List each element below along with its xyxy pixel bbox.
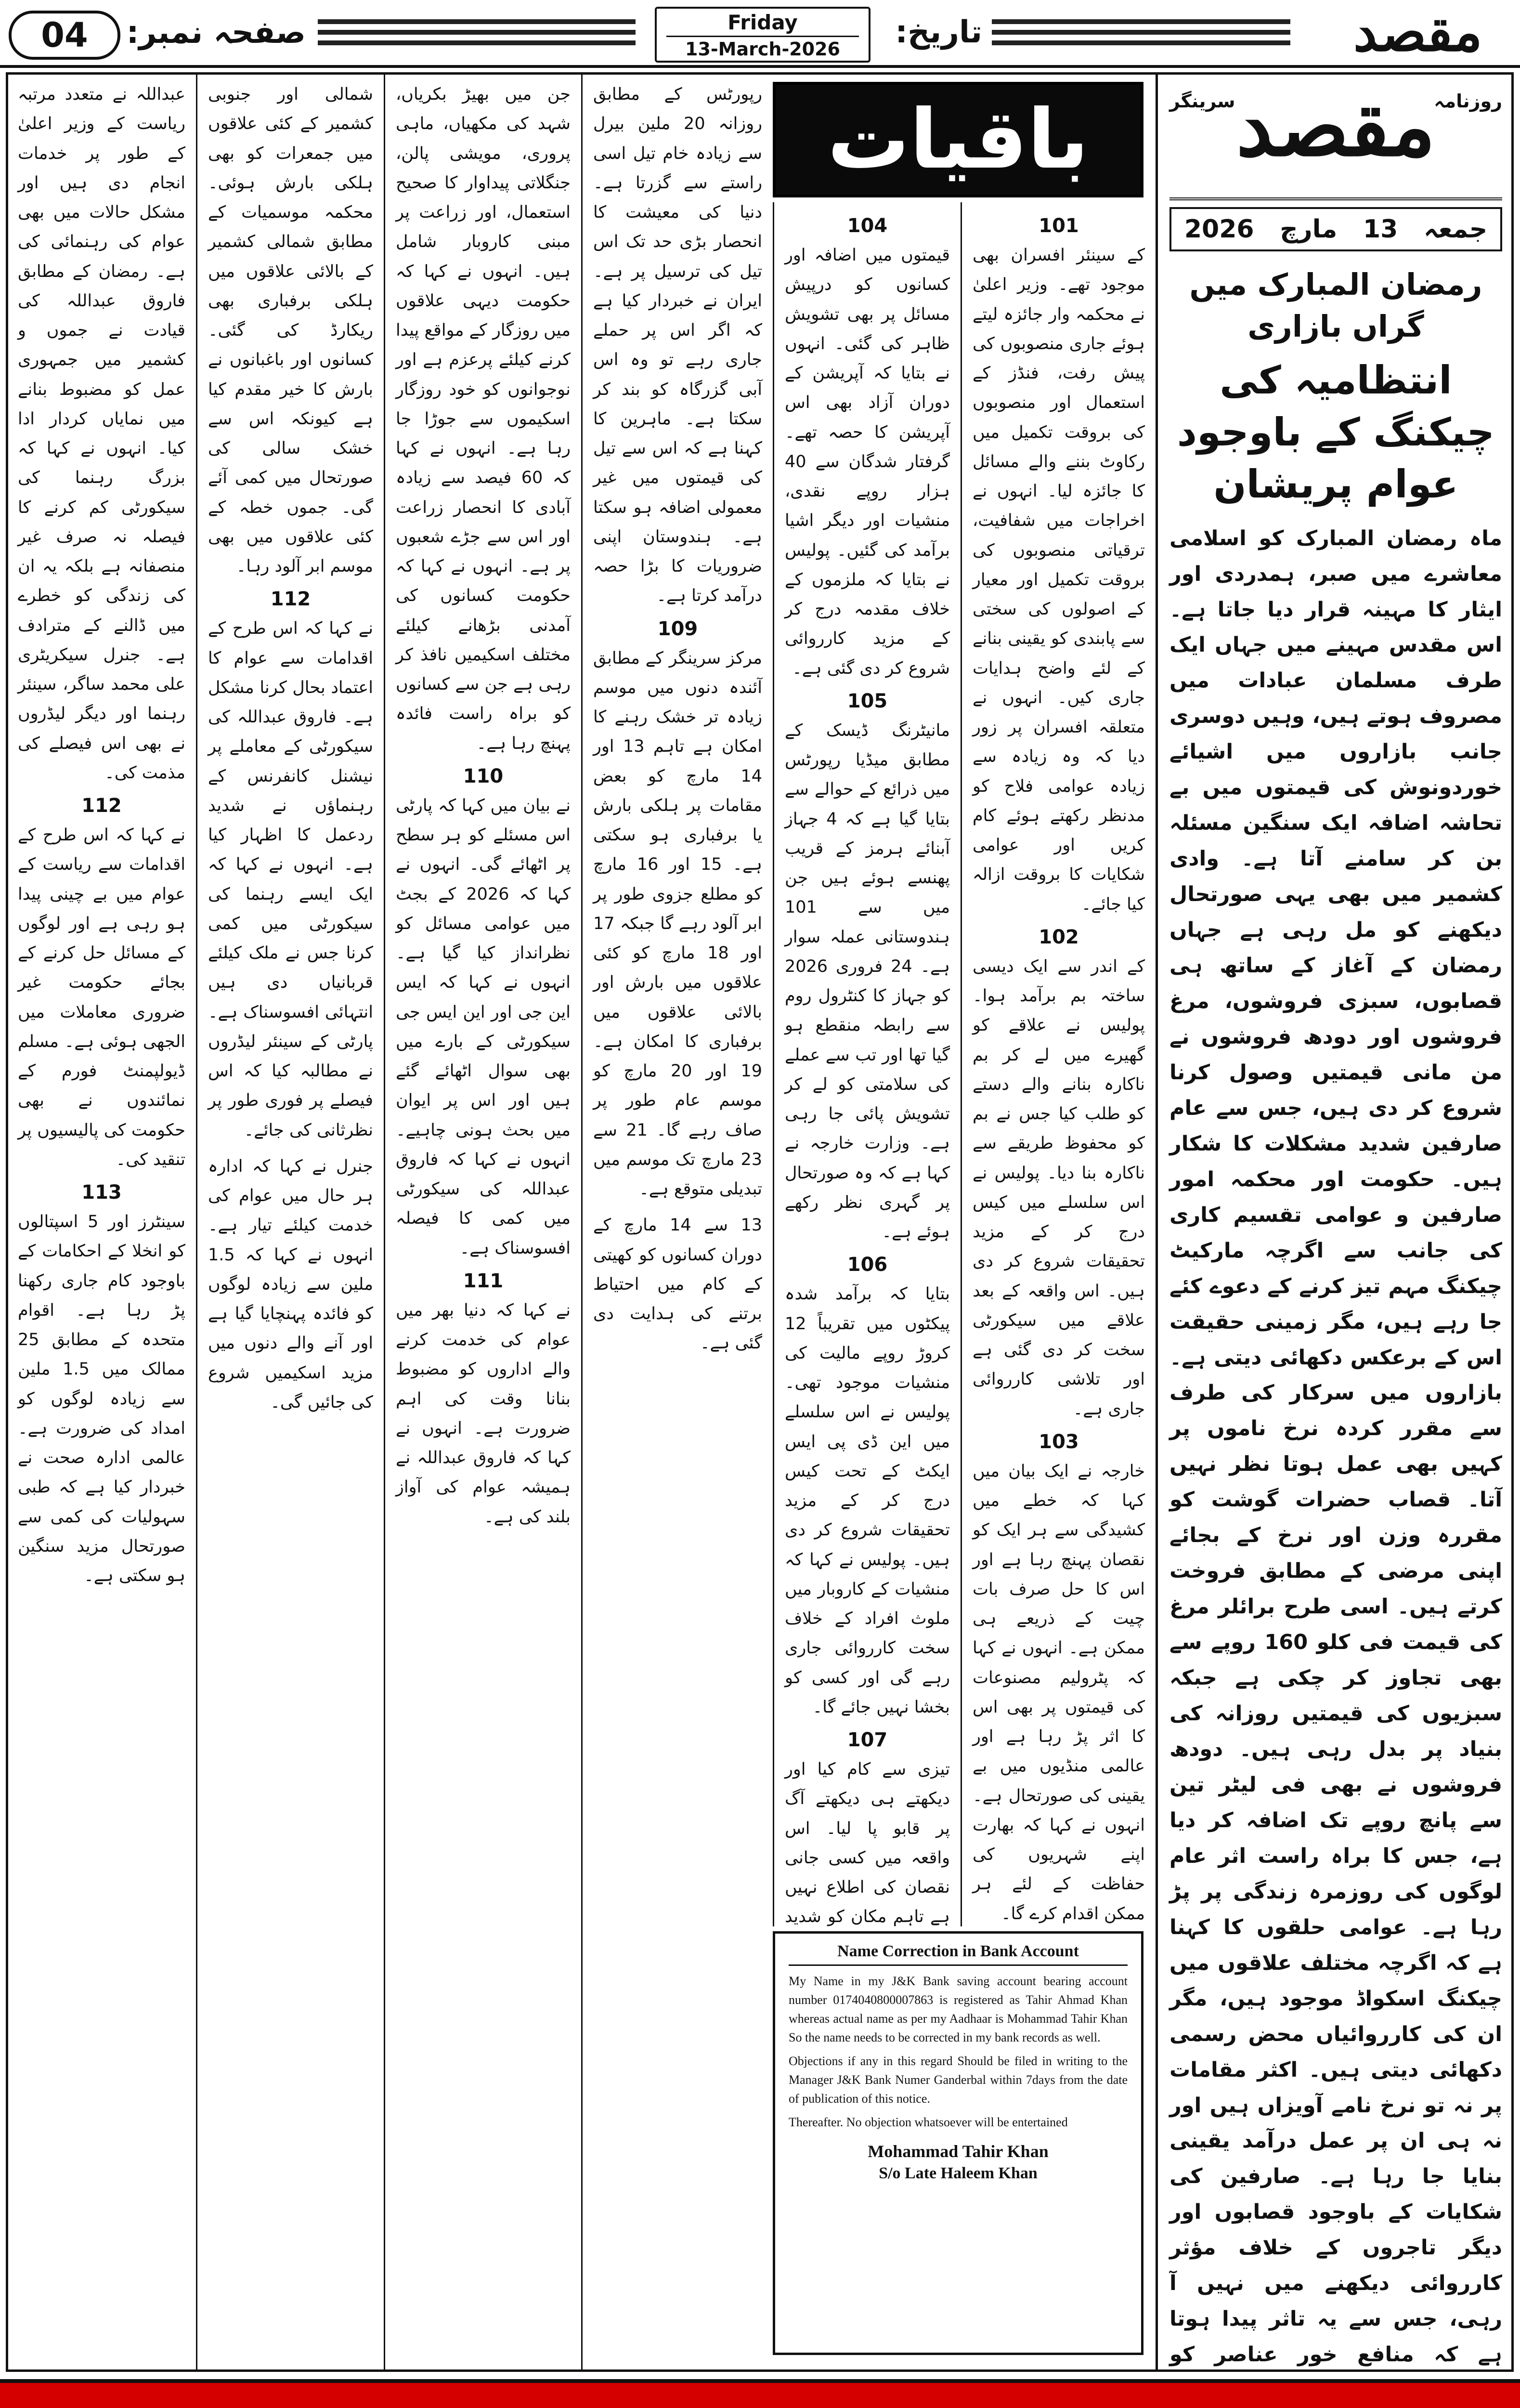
- editorial-column: [1156, 72, 1514, 2372]
- column-paragraph: جنرل نے کہا کہ ادارہ ہر حال میں عوام کی خدمت کیلئے تیار ہے۔ انہوں نے کہا کہ 1.5 ملین سے زیادہ لوگوں کو فائدہ پہنچایا گیا ہے اور آنے والے دنوں میں مزید اسکیمیں شروع کی جائیں گی۔: [208, 1156, 373, 1412]
- column-paragraph: مرکز سرینگر کے مطابق آئندہ دنوں میں موسم زیادہ تر خشک رہنے کا امکان ہے تاہم 13 اور 14 مارچ کو بعض مقامات پر ہلکی بارش یا برفباری ہو سکتی ہے۔ 15 اور 16 مارچ کو مطلع جزوی طور پر ابر آلود رہے گا جبکہ 17 اور 18 مارچ کو کئی علاقوں میں بارش اور بالائی علاقوں میں برفباری کا امکان ہے۔ 19 اور 20 مارچ کو موسم عام طور پر صاف رہے گا۔ 21 سے 23 مارچ تک موسم میں تبدیلی متوقع ہے۔: [593, 648, 762, 1199]
- section-number: 102: [1039, 926, 1079, 948]
- column-paragraph: سینٹرز اور 5 اسپتالوں کو انخلا کے احکامات کے باوجود کام جاری رکھنا پڑ رہا ہے۔ اقوام متحدہ کے مطابق 25 ممالک میں 1.5 ملین سے زیادہ لوگوں کو امداد کی ضرورت ہے۔ عالمی ادارہ صحت نے خبردار کیا ہے کہ طبی سہولیات کی کمی سے صورتحال مزید سنگین ہو سکتی ہے۔: [18, 1212, 186, 1585]
- editorial-body: ماہ رمضان المبارک کو اسلامی معاشرے میں صبر، ہمدردی اور ایثار کا مہینہ قرار دیا جاتا ہے۔ اس مقدس مہینے میں جہاں ایک طرف مسلمان عبادات میں مصروف ہوتے ہیں، وہیں دوسری جانب بازاروں میں اشیائے خوردونوش کی قیمتوں میں بے تحاشہ اضافہ ایک سنگین مسئلہ بن کر سامنے آتا ہے۔ وادی کشمیر میں بھی یہی صورتحال دیکھنے کو مل رہی ہے جہاں رمضان کے آغاز کے ساتھ ہی قصابوں، سبزی فروشوں، مرغ فروشوں اور دودھ فروشوں نے من مانی قیمتیں وصول کرنا شروع کر دی ہیں، جس سے عام صارفین شدید مشکلات کا شکار ہیں۔ حکومت اور محکمہ امور صارفین و عوامی تقسیم کاری کی جانب سے اگرچہ مارکیٹ چیکنگ مہم تیز کرنے کے دعوے کئے جا رہے ہیں، مگر زمینی حقیقت اس کے برعکس دکھائی دیتی ہے۔ بازاروں میں سرکار کی طرف سے مقرر کردہ نرخ ناموں پر کہیں بھی عمل ہوتا نظر نہیں آتا۔ قصاب حضرات گوشت کو مقررہ وزن اور نرخ کے بجائے اپنی مرضی کے مطابق فروخت کرتے ہیں۔ اسی طرح برائلر مرغ کی قیمت فی کلو 160 روپے سے بھی تجاوز کر چکی ہے جبکہ سبزیوں کی قیمتیں روزانہ کی بنیاد پر بدل رہی ہیں۔ دودھ فروشوں نے بھی فی لیٹر تین سے پانچ روپے تک اضافہ کر دیا ہے، جس کا براہ راست اثر عام لوگوں کی روزمرہ زندگی پر پڑ رہا ہے۔ عوامی حلقوں کا کہنا ہے کہ اگرچہ مختلف علاقوں میں چیکنگ اسکواڈ موجود ہیں، مگر ان کی کارروائیاں محض رسمی دکھائی دیتی ہیں۔ اکثر مقامات پر نہ تو نرخ نامے آویزاں ہیں اور نہ ہی ان پر عمل درآمد یقینی بنایا جا رہا ہے۔ صارفین کی شکایات کے باوجود قصابوں اور دیگر تاجروں کے خلاف مؤثر کارروائی دیکھنے میں نہیں آ رہی، جس سے یہ تاثر پیدا ہوتا ہے کہ منافع خور عناصر کو: [1169, 526, 1503, 2367]
- column-paragraph: کے سینئر افسران بھی موجود تھے۔ وزیر اعلیٰ نے محکمہ وار جائزہ لیتے ہوئے جاری منصوبوں کی پیش رفت، فنڈز کے استعمال اور منصوبوں کی بروقت تکمیل میں رکاوٹ بننے والے مسائل کا جائزہ لیا۔ انہوں نے اخراجات میں شفافیت، ترقیاتی منصوبوں کی بروقت تکمیل اور معیار کے اصولوں کی سختی سے پابندی کو یقینی بنانے کے لئے واضح ہدایات جاری کیں۔ انہوں نے متعلقہ افسران پر زور دیا کہ وہ زیادہ سے زیادہ عوامی فلاح کو مدنظر رکھتے ہوئے کام کریں اور عوامی شکایات کا بروقت ازالہ کیا جائے۔: [973, 246, 1145, 914]
- editorial-datebar: [1169, 207, 1502, 251]
- column-paragraph: رپورٹس کے مطابق روزانہ 20 ملین بیرل سے زیادہ خام تیل اسی راستے سے گزرتا ہے۔ دنیا کی معیشت کا انحصار بڑی حد تک اس تیل کی ترسیل پر ہے۔ ایران نے خبردار کیا ہے کہ اگر اس پر حملے جاری رہے تو وہ اس آبی گزرگاہ کو بند کر سکتا ہے۔ ماہرین کا کہنا ہے کہ اس سے تیل کی قیمتوں میں غیر معمولی اضافہ ہو سکتا ہے۔ ہندوستان اپنی ضروریات کا بڑا حصہ درآمد کرتا ہے۔: [593, 85, 762, 606]
- editorial-day: 13: [1363, 215, 1398, 244]
- section-number: 113: [81, 1181, 122, 1204]
- section-number: 104: [847, 215, 888, 237]
- editorial-month: مارچ: [1280, 215, 1338, 244]
- header-rule: [992, 40, 1290, 45]
- header-rule: [318, 30, 636, 35]
- header-rule: [992, 30, 1290, 35]
- news-column-2: [773, 202, 961, 1926]
- column-paragraph: مانیٹرنگ ڈیسک کے مطابق میڈیا رپورٹس میں ذرائع کے حوالے سے بتایا گیا ہے کہ 4 جہاز آبنائے ہرمز کے قریب پھنسے ہوئے ہیں جن میں سے 101 ہندوستانی عملہ سوار ہے۔ 24 فروری 2026 کو جہاز کا کنٹرول روم سے رابطہ منقطع ہو گیا تھا اور تب سے عملے کی سلامتی کو لے کر تشویش پائی جا رہی ہے۔ وزارت خارجہ نے کہا ہے کہ وہ صورتحال پر گہری نظر رکھے ہوئے ہے۔: [785, 720, 950, 1242]
- editorial-year: 2026: [1184, 215, 1254, 244]
- notice-title: Name Correction in Bank Account: [789, 1942, 1128, 1966]
- column-paragraph: عبداللہ نے متعدد مرتبہ ریاست کے وزیر اعلیٰ کے طور پر خدمات انجام دی ہیں اور مشکل حالات میں بھی عوام کی رہنمائی کی ہے۔ رمضان کے مطابق فاروق عبداللہ کی قیادت نے جموں و کشمیر میں جمہوری عمل کو مضبوط بنانے میں نمایاں کردار ادا کیا۔ انہوں نے کہا کہ بزرگ رہنما کی سیکورٹی کم کرنے کا فیصلہ نہ صرف غیر منصفانہ ہے بلکہ یہ ان کی زندگی کو خطرے میں ڈالنے کے مترادف ہے۔ جنرل سیکریٹری علی محمد ساگر، سینئر رہنما اور دیگر لیڈروں نے بھی اس فیصلے کی مذمت کی۔: [18, 85, 185, 783]
- baqiyat-banner: باقیات: [773, 82, 1143, 197]
- page-number-label: صفحہ نمبر:: [126, 14, 306, 51]
- editorial-masthead: [1169, 79, 1502, 200]
- column-paragraph: خارجہ نے ایک بیان میں کہا کہ خطے میں کشیدگی سے ہر ایک کو نقصان پہنچ رہا ہے اور اس کا حل صرف بات چیت کے ذریعے ہی ممکن ہے۔ انہوں نے کہا کہ پٹرولیم مصنوعات کی قیمتوں پر بھی اس کا اثر پڑ رہا ہے اور عالمی منڈیوں میں بے یقینی کی صورتحال ہے۔ انہوں نے کہا کہ بھارت اپنے شہریوں کی حفاظت کے لئے ہر ممکن اقدام کرے گا۔: [973, 1461, 1145, 1924]
- column-paragraph: نے بیان میں کہا کہ پارٹی اس مسئلے کو ہر سطح پر اٹھائے گی۔ انہوں نے کہا کہ 2026 کے بجٹ میں عوامی مسائل کو نظرانداز کیا گیا ہے۔ انہوں نے کہا کہ ایس این جی اور این ایس جی سیکورٹی کے بارے میں بھی سوال اٹھائے گئے ہیں اور اس پر ایوان میں بحث ہونی چاہیے۔ انہوں نے کہا کہ فاروق عبداللہ کی سیکورٹی میں کمی کا فیصلہ افسوسناک ہے۔: [396, 796, 571, 1258]
- footer-bar: [0, 2379, 1520, 2408]
- column-paragraph: شمالی اور جنوبی کشمیر کے کئی علاقوں میں جمعرات کو بھی ہلکی بارش ہوئی۔ محکمہ موسمیات کے مطابق شمالی کشمیر کے بالائی علاقوں میں ہلکی برفباری بھی ریکارڈ کی گئی۔ کسانوں اور باغبانوں نے بارش کا خیر مقدم کیا ہے کیونکہ اس سے خشک سالی کی صورتحال میں کمی آئے گی۔ جموں خطہ کے کئی علاقوں میں بھی موسم ابر آلود رہا۔: [208, 85, 373, 576]
- header-day: Friday: [728, 11, 798, 34]
- notice-paragraph: Objections if any in this regard Should be filed in writing to the Manager J&K Bank Numer Ganderbal within 7days from the date of publication of this notice.: [789, 2054, 1128, 2106]
- column-paragraph: بتایا کہ برآمد شدہ پیکٹوں میں تقریباً 12 کروڑ روپے مالیت کی منشیات موجود تھی۔ پولیس نے اس سلسلے میں این ڈی پی ایس ایکٹ کے تحت کیس درج کر کے مزید تحقیقات شروع کر دی ہیں۔ پولیس نے کہا کہ منشیات کے کاروبار میں ملوث افراد کے خلاف سخت کارروائی جاری رہے گی اور کسی کو بخشا نہیں جائے گا۔: [785, 1284, 950, 1717]
- news-column-6: [6, 72, 196, 2372]
- section-number: 112: [81, 795, 122, 817]
- page-header: [0, 0, 1520, 68]
- editorial-headline: انتظامیہ کی چیکنگ کے باوجود عوام پریشان: [1177, 357, 1495, 507]
- date-divider: [666, 36, 859, 37]
- header-rule: [992, 19, 1290, 24]
- newspaper-logo: مقصد: [1353, 0, 1482, 63]
- header-rule: [318, 19, 636, 24]
- editorial-kicker: رمضان المبارک میں گراں بازاری: [1189, 267, 1482, 344]
- page-number-badge: 04: [9, 11, 120, 60]
- column-paragraph: جن میں بھیڑ بکریاں، شہد کی مکھیاں، ماہی پروری، مویشی پالن، جنگلاتی پیداوار کا صحیح استعمال، اور زراعت پر مبنی کاروبار شامل ہیں۔ انہوں نے کہا کہ حکومت دیہی علاقوں میں روزگار کے مواقع پیدا کرنے کیلئے پرعزم ہے اور نوجوانوں کو خود روزگار اسکیموں سے جوڑا جا رہا ہے۔ انہوں نے کہا کہ 60 فیصد سے زیادہ آبادی کا انحصار زراعت اور اس سے جڑے شعبوں پر ہے۔ انہوں نے کہا کہ حکومت کسانوں کی آمدنی بڑھانے کیلئے مختلف اسکیمیں نافذ کر رہی ہے جن سے کسانوں کو براہ راست فائدہ پہنچ رہا ہے۔: [396, 85, 571, 753]
- section-number: 110: [463, 765, 504, 787]
- section-number: 107: [847, 1729, 888, 1751]
- notice-signatory: Mohammad Tahir Khan: [868, 2142, 1049, 2161]
- notice-paragraph: Thereafter. No objection whatsoever will be entertained: [789, 2115, 1068, 2129]
- column-paragraph: نے کہا کہ اس طرح کے اقدامات سے ریاست کے عوام میں بے چینی پیدا ہو رہی ہے اور لوگوں کے مسائل حل کرنے کے بجائے حکومت غیر ضروری معاملات میں الجھی ہوئی ہے۔ مسلم ڈیولپمنٹ فورم کے نمائندوں نے بھی حکومت کی پالیسیوں پر تنقید کی۔: [18, 825, 185, 1169]
- section-number: 112: [270, 588, 311, 611]
- notice-signatory-parent: S/o Late Haleem Khan: [879, 2164, 1038, 2182]
- column-paragraph: 13 سے 14 مارچ کے دوران کسانوں کو کھیتی کے کام میں احتیاط برتنے کی ہدایت دی گئی ہے۔: [593, 1216, 762, 1353]
- editorial-weekday: جمعہ: [1424, 215, 1488, 244]
- section-number: 109: [657, 617, 698, 640]
- column-paragraph: نے کہا کہ اس طرح کے اقدامات سے عوام کا اعتماد بحال کرنا مشکل ہے۔ فاروق عبداللہ کی سیکورٹی کے معاملے پر نیشنل کانفرنس کے رہنماؤں نے شدید ردعمل کا اظہار کیا ہے۔ انہوں نے کہا کہ ایک ایسے رہنما کی سیکورٹی میں کمی کرنا جس نے ملک کیلئے قربانیاں دی ہیں انتہائی افسوسناک ہے۔ پارٹی کے سینئر لیڈروں نے مطالبہ کیا کہ اس فیصلے پر فوری طور پر نظرثانی کی جائے۔: [208, 619, 373, 1140]
- date-label: تاریخ:: [895, 14, 982, 50]
- section-number: 105: [847, 690, 888, 712]
- news-column-3: [581, 72, 773, 2372]
- header-date: 13-March-2026: [685, 39, 840, 60]
- notice-paragraph: My Name in my J&K Bank saving account bearing account number 0174040800007863 is registered as Tahir Ahmad Khan whereas actual name as per my Aadhaar is Mohammad Tahir Khan So the name needs to be corrected in my bank records as well.: [789, 1974, 1128, 2044]
- section-number: 111: [463, 1269, 504, 1292]
- bank-notice: [773, 1931, 1143, 2355]
- section-number: 103: [1039, 1430, 1079, 1453]
- news-column-1: [961, 202, 1156, 1926]
- section-number: 101: [1039, 215, 1079, 237]
- editorial-city: سرینگر: [1169, 91, 1235, 112]
- editorial-logo: مقصد: [1236, 79, 1436, 175]
- editorial-roznama: روزنامہ: [1434, 91, 1502, 112]
- date-box: [655, 7, 870, 63]
- section-number: 106: [847, 1254, 888, 1276]
- column-paragraph: نے کہا کہ دنیا بھر میں عوام کی خدمت کرنے والے اداروں کو مضبوط بنانا وقت کی اہم ضرورت ہے۔ انہوں نے کہا کہ فاروق عبداللہ نے ہمیشہ عوام کی آواز بلند کی ہے۔: [396, 1300, 571, 1527]
- header-rule: [318, 40, 636, 45]
- column-paragraph: کے اندر سے ایک دیسی ساختہ بم برآمد ہوا۔ پولیس نے علاقے کو گھیرے میں لے کر بم ناکارہ بنانے والے دستے کو طلب کیا جس نے بم کو محفوظ طریقے سے ناکارہ بنا دیا۔ پولیس نے اس سلسلے میں کیس درج کر کے مزید تحقیقات شروع کر دی ہیں۔ اس واقعہ کے بعد علاقے میں سیکورٹی سخت کر دی گئی ہے اور تلاشی کارروائی جاری ہے۔: [973, 956, 1145, 1419]
- news-column-4: [384, 72, 581, 2372]
- column-paragraph: قیمتوں میں اضافہ اور کسانوں کو درپیش مسائل پر بھی تشویش ظاہر کی گئی۔ انہوں نے بتایا کہ آپریشن کے دوران آزاد بھی اس آپریشن کا حصہ تھے۔ گرفتار شدگان سے 40 ہزار روپے نقدی، منشیات اور دیگر اشیا برآمد کی گئیں۔ پولیس نے بتایا کہ ملزموں کے خلاف مقدمہ درج کر کے مزید کارروائی شروع کر دی گئی ہے۔: [785, 246, 950, 678]
- news-column-5: [196, 72, 384, 2372]
- column-paragraph: تیزی سے کام کیا اور دیکھتے ہی دیکھتے آگ پر قابو پا لیا۔ اس واقعہ میں کسی جانی نقصان کی اطلاع نہیں ہے تاہم مکان کو شدید: [785, 1760, 950, 1926]
